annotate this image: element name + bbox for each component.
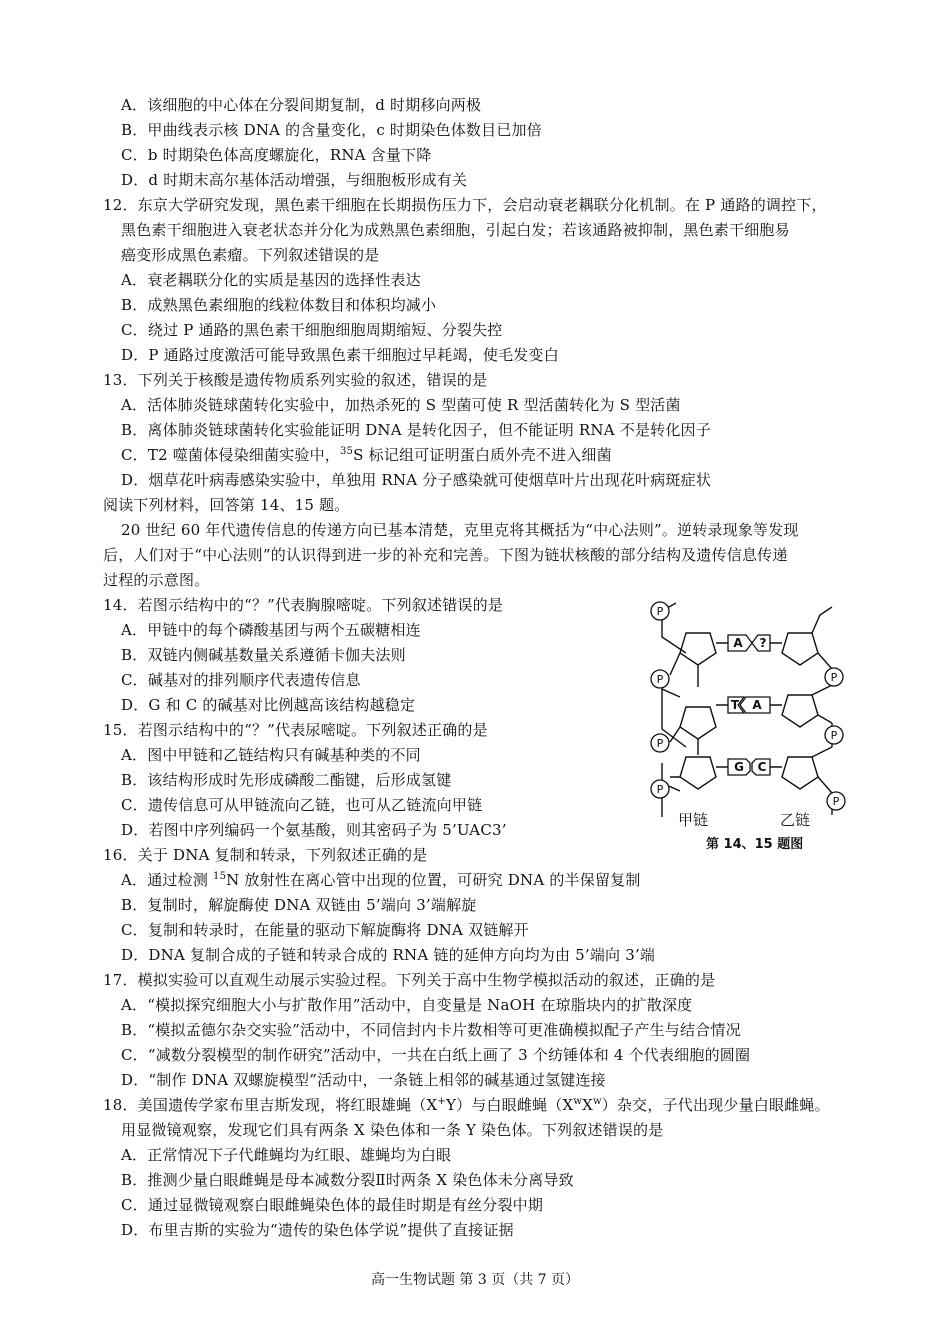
q18-stem-d: ）杂交，子代出现少量白眼雌蝇。 (601, 1096, 830, 1114)
q18-stem-sup1: + (437, 1096, 446, 1107)
q12-stem-line-2: 黑色素干细胞进入衰老状态并分化为成熟黑色素细胞，引起白发；若该通路被抑制，黑色素干细胞易 (121, 221, 790, 239)
q18-stem-b: Y）与白眼雌蝇（X (445, 1096, 574, 1114)
chain-left-label: 甲链 (678, 811, 709, 829)
base-c-label: C (757, 760, 767, 774)
q16-option-c: C．复制和转录时，在能量的驱动下解旋酶将 DNA 双链解开 (121, 921, 529, 939)
base-q-label: ? (759, 636, 767, 650)
right-pentose-3 (782, 757, 818, 789)
q14-option-d: D．G 和 C 的碱基对比例越高该结构越稳定 (121, 696, 416, 714)
phosphate-left-2-label: P (656, 673, 664, 686)
material-text-line-1: 20 世纪 60 年代遗传信息的传递方向已基本清楚，克里克将其概括为“中心法则”。逆转录现象等发现 (121, 521, 799, 539)
right-backbone (812, 607, 832, 815)
q12-option-c: C．绕过 P 通路的黑色素干细胞细胞周期缩短、分裂失控 (121, 321, 503, 339)
q13-stem: 13．下列关于核酸是遗传物质系列实验的叙述，错误的是 (103, 371, 488, 389)
q17-option-a: A．“模拟探究细胞大小与扩散作用”活动中，自变量是 NaOH 在琼脂块内的扩散深度 (121, 996, 693, 1014)
q13-option-c (121, 445, 612, 465)
left-pentose-2 (680, 707, 716, 739)
phosphate-left-3-label: P (656, 737, 664, 750)
q11-option-b: B．甲曲线表示核 DNA 的含量变化，c 时期染色体数目已加倍 (121, 121, 542, 139)
q16-option-a-post: N 放射性在离心管中出现的位置，可研究 DNA 的半保留复制 (226, 871, 641, 889)
q18-stem-line-1 (103, 1095, 830, 1115)
q13-option-c-post: S 标记组可证明蛋白质外壳不进入细菌 (353, 446, 612, 464)
left-pentose-1 (680, 633, 716, 665)
page-footer: 高一生物试题 第 3 页（共 7 页） (370, 1272, 580, 1288)
q18-option-d: D．布里吉斯的实验为“遗传的染色体学说”提供了直接证据 (121, 1221, 514, 1239)
left-pentose-3 (680, 757, 716, 789)
q13-option-c-sup: 35 (340, 446, 354, 457)
phosphate-right-1-label: P (830, 671, 838, 684)
phosphate-right-3-label: P (832, 795, 840, 808)
q17-option-c: C．“减数分裂模型的制作研究”活动中，一共在白纸上画了 3 个纺锤体和 4 个代表细胞的圆圈 (121, 1046, 751, 1064)
nucleic-acid-diagram (640, 597, 855, 862)
q15-option-a: A．图中甲链和乙链结构只有碱基种类的不同 (121, 746, 421, 764)
q16-stem: 16．关于 DNA 复制和转录，下列叙述正确的是 (103, 846, 428, 864)
q13-option-a: A．活体肺炎链球菌转化实验中，加热杀死的 S 型菌可使 R 型活菌转化为 S 型活菌 (121, 396, 681, 414)
q16-option-d: D．DNA 复制合成的子链和转录合成的 RNA 链的延伸方向均为由 5’端向 3’端 (121, 946, 656, 964)
q12-option-b: B．成熟黑色素细胞的线粒体数目和体积均减小 (121, 296, 437, 314)
q15-option-c: C．遗传信息可从甲链流向乙链，也可从乙链流向甲链 (121, 796, 483, 814)
phosphate-left-1-label: P (656, 605, 664, 618)
q18-option-a: A．正常情况下子代雌蝇均为红眼、雄蝇均为白眼 (121, 1146, 452, 1164)
q16-option-a-pre: A．通过检测 (121, 871, 214, 889)
q17-stem: 17．模拟实验可以直观生动展示实验过程。下列关于高中生物学模拟活动的叙述，正确的是 (103, 971, 716, 989)
chain-right-label: 乙链 (780, 811, 811, 829)
q18-option-c: C．通过显微镜观察白眼雌蝇染色体的最佳时期是有丝分裂中期 (121, 1196, 544, 1214)
q17-option-d: D．“制作 DNA 双螺旋模型”活动中，一条链上相邻的碱基通过氢键连接 (121, 1071, 606, 1089)
q18-option-b: B．推测少量白眼雌蝇是母本减数分裂Ⅱ时两条 X 染色体未分离导致 (121, 1171, 574, 1189)
q16-option-a-sup: 15 (213, 871, 227, 882)
q18-stem-sup2: w (573, 1096, 583, 1107)
material-text-line-3: 过程的示意图。 (103, 571, 210, 589)
phosphate-left-4-label: P (656, 783, 664, 796)
q12-stem-line-3: 癌变形成黑色素瘤。下列叙述错误的是 (121, 246, 380, 264)
q15-stem: 15．若图示结构中的“？”代表尿嘧啶。下列叙述正确的是 (103, 721, 488, 739)
q18-stem-line-2: 用显微镜观察，发现它们具有两条 X 染色体和一条 Y 染色体。下列叙述错误的是 (121, 1121, 664, 1139)
base-g-label: G (734, 760, 744, 774)
q18-stem-sup3: w (593, 1096, 602, 1107)
q16-option-a (121, 870, 641, 890)
base-a2-label: A (752, 698, 762, 712)
base-a-label: A (733, 636, 743, 650)
q14-option-b: B．双链内侧碱基数量关系遵循卡伽夫法则 (121, 646, 406, 664)
right-pentose-2 (782, 695, 818, 727)
material-text-line-2: 后，人们对于“中心法则”的认识得到进一步的补充和完善。下图为链状核酸的部分结构及遗传信息传递 (103, 546, 788, 564)
base-t-label: T (730, 698, 740, 712)
q13-option-c-pre: C．T2 噬菌体侵染细菌实验中， (121, 446, 340, 464)
q16-option-b: B．复制时，解旋酶使 DNA 双链由 5’端向 3’端解旋 (121, 896, 477, 914)
q13-option-d: D．烟草花叶病毒感染实验中，单独用 RNA 分子感染就可使烟草叶片出现花叶病斑症状 (121, 471, 712, 489)
q15-option-d: D．若图中序列编码一个氨基酸，则其密码子为 5’UAC3’ (121, 821, 507, 839)
q11-option-c: C．b 时期染色体高度螺旋化，RNA 含量下降 (121, 146, 432, 164)
q14-option-a: A．甲链中的每个磷酸基团与两个五碳糖相连 (121, 621, 421, 639)
q13-option-b: B．离体肺炎链球菌转化实验能证明 DNA 是转化因子，但不能证明 RNA 不是转化因子 (121, 421, 711, 439)
q17-option-b: B．“模拟孟德尔杂交实验”活动中，不同信封内卡片数相等可更准确模拟配子产生与结合情况 (121, 1021, 741, 1039)
q12-stem-line-1: 12．东京大学研究发现，黑色素干细胞在长期损伤压力下，会启动衰老耦联分化机制。在 P 通路的调控下， (103, 196, 827, 214)
q15-option-b: B．该结构形成时先形成磷酸二酯键，后形成氢键 (121, 771, 452, 789)
q11-option-a: A．该细胞的中心体在分裂间期复制，d 时期移向两极 (121, 96, 482, 114)
material-intro: 阅读下列材料，回答第 14、15 题。 (103, 496, 350, 514)
figure-caption: 第 14、15 题图 (706, 837, 804, 852)
q14-stem: 14．若图示结构中的“？”代表胸腺嘧啶。下列叙述错误的是 (103, 596, 504, 614)
phosphate-right-2-label: P (830, 729, 838, 742)
q12-option-a: A．衰老耦联分化的实质是基因的选择性表达 (121, 271, 421, 289)
q18-stem-c: X (582, 1096, 594, 1114)
q12-option-d: D．P 通路过度激活可能导致黑色素干细胞过早耗竭，使毛发变白 (121, 346, 559, 364)
q18-stem-a: 18．美国遗传学家布里吉斯发现，将红眼雄蝇（X (103, 1096, 438, 1114)
right-pentose-1 (782, 633, 818, 665)
q11-option-d: D．d 时期末高尔基体活动增强，与细胞板形成有关 (121, 171, 468, 189)
q14-option-c: C．碱基对的排列顺序代表遗传信息 (121, 671, 361, 689)
